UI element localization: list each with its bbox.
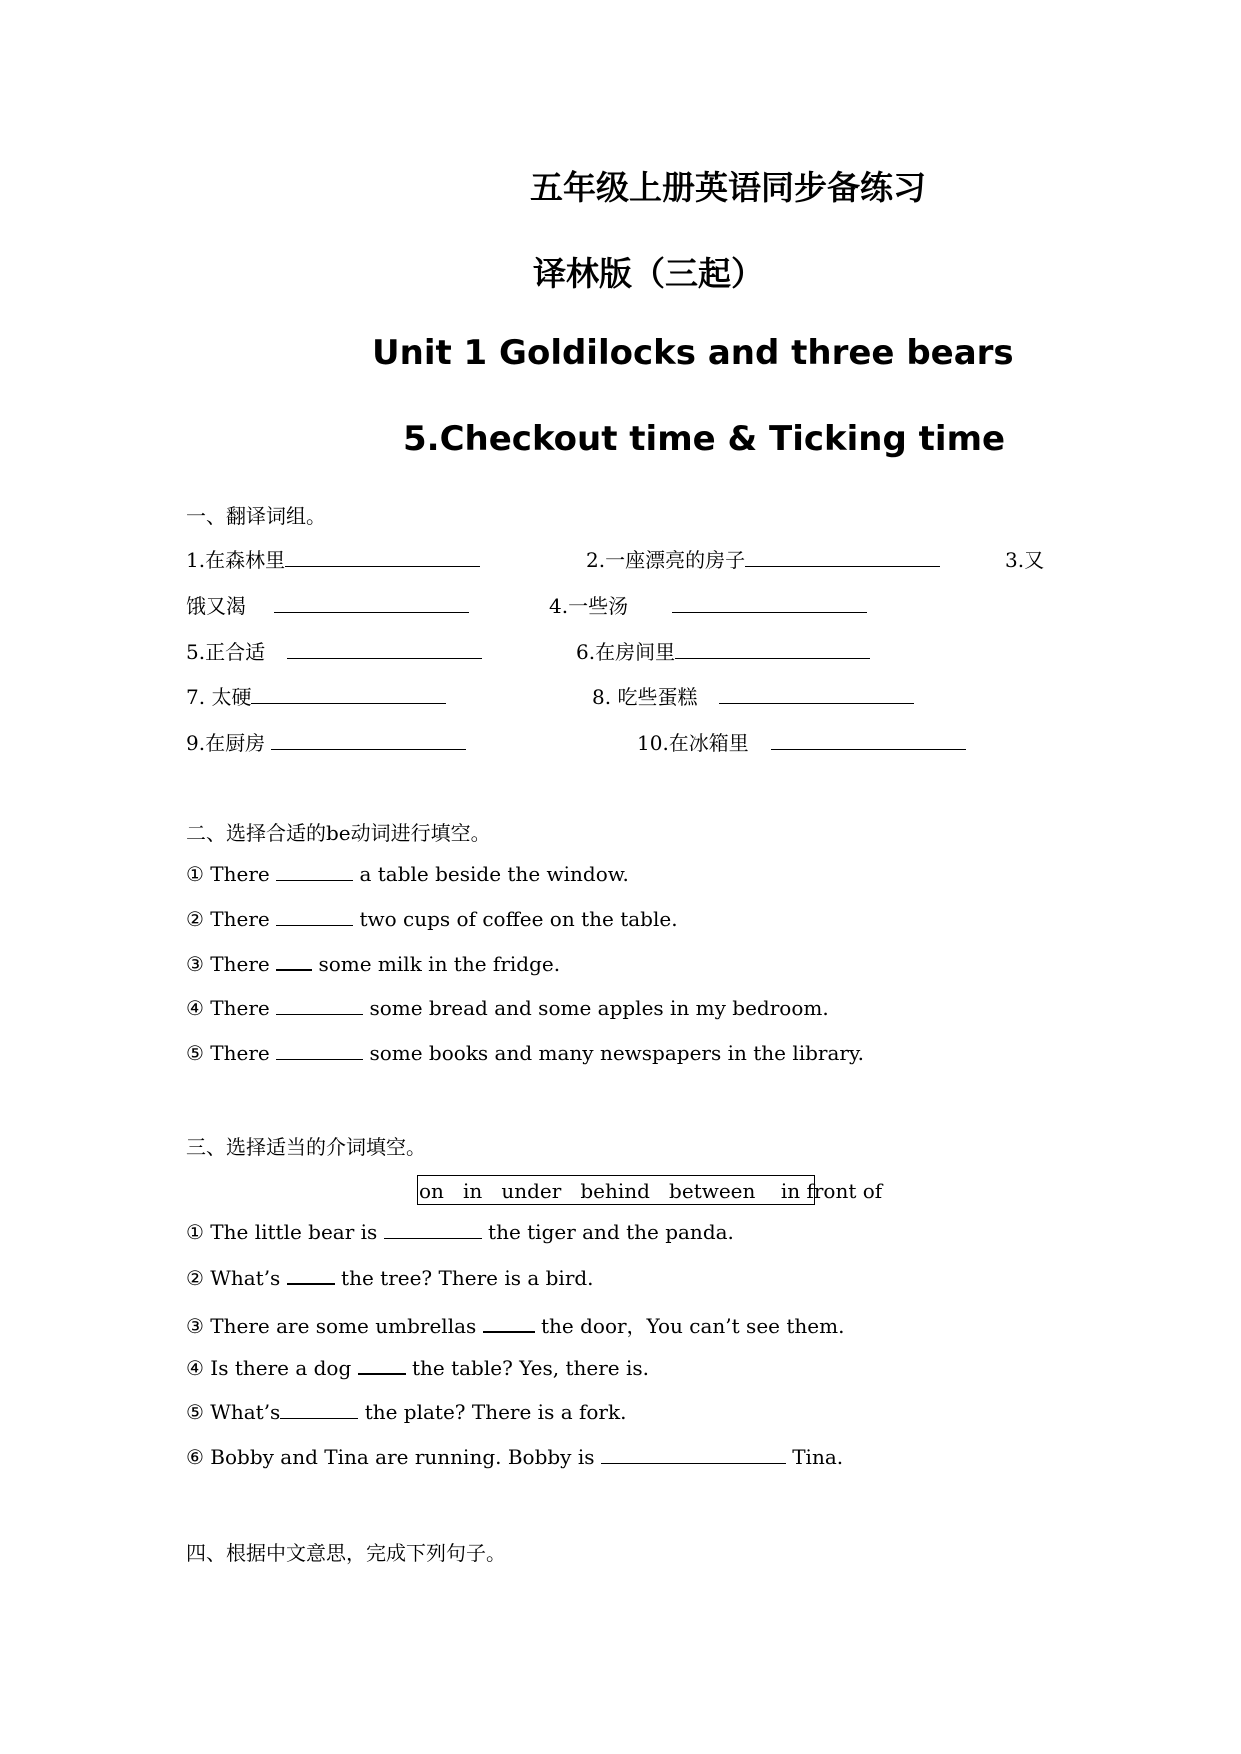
row-text-before: Bobby and Tina are running. Bobby is <box>210 1445 595 1469</box>
row-text-before: There <box>210 996 270 1020</box>
answer-blank[interactable] <box>271 731 466 750</box>
answer-blank[interactable] <box>771 731 966 750</box>
item-10 <box>637 727 966 756</box>
item-1 <box>186 544 480 573</box>
prep-row-3 <box>186 1310 844 1339</box>
section1-heading: 一、翻译词组。 <box>186 504 326 528</box>
row-text-after: the door，You can’t see them. <box>541 1314 845 1338</box>
prep-row-2 <box>186 1265 594 1290</box>
row-text-before: The little bear is <box>210 1220 378 1244</box>
row-text-after: a table beside the window. <box>359 862 629 886</box>
prep-row-5 <box>186 1400 626 1424</box>
be-row-4 <box>186 996 829 1020</box>
item-number: ① <box>186 1220 204 1244</box>
answer-blank[interactable] <box>672 594 867 613</box>
item-4 <box>549 590 867 619</box>
row-text-after: some milk in the fridge. <box>318 952 561 976</box>
answer-blank[interactable] <box>280 1400 358 1419</box>
prep-row-1 <box>186 1220 734 1244</box>
row-text-after: Tina. <box>792 1445 844 1469</box>
answer-blank[interactable] <box>358 1355 406 1375</box>
item-number: ③ <box>186 1314 204 1338</box>
row-text-before: There <box>210 907 270 931</box>
answer-blank[interactable] <box>719 685 914 704</box>
item-number: ① <box>186 862 204 886</box>
answer-blank[interactable] <box>384 1220 482 1239</box>
row-text-before: Is there a dog <box>210 1356 352 1380</box>
word-bank: on in under behind between in front of <box>419 1179 883 1203</box>
item-number: ⑥ <box>186 1445 204 1469</box>
section3-heading: 三、选择适当的介词填空。 <box>186 1135 426 1159</box>
item-5 <box>186 636 482 665</box>
answer-blank[interactable] <box>276 1041 363 1060</box>
row-text-before: There <box>210 862 270 886</box>
item-5-label: 5.正合适 <box>186 640 266 664</box>
section2-heading: 二、选择合适的be动词进行填空。 <box>186 821 491 845</box>
row-text-before: There <box>210 952 270 976</box>
answer-blank[interactable] <box>601 1445 786 1464</box>
answer-blank[interactable] <box>276 996 363 1015</box>
be-row-1 <box>186 862 629 886</box>
be-row-3 <box>186 951 560 976</box>
prep-row-4 <box>186 1355 649 1380</box>
row-text-before: There <box>210 1041 270 1065</box>
answer-blank[interactable] <box>287 640 482 659</box>
answer-blank[interactable] <box>276 951 312 971</box>
item-8-label: 8. 吃些蛋糕 <box>592 685 698 709</box>
row-text-after: the table? Yes, there is. <box>411 1356 649 1380</box>
row-text-after: some books and many newspapers in the library. <box>369 1041 864 1065</box>
item-number: ⑤ <box>186 1041 204 1065</box>
row-text-after: two cups of coffee on the table. <box>359 907 678 931</box>
row-text-before: What’s <box>210 1266 281 1290</box>
row-text-after: the tiger and the panda. <box>488 1220 734 1244</box>
item-number: ② <box>186 1266 204 1290</box>
row-text-after: some bread and some apples in my bedroom. <box>369 996 829 1020</box>
document-title: 五年级上册英语同步备练习 <box>530 168 926 207</box>
answer-blank[interactable] <box>483 1313 535 1333</box>
item-1-label: 1.在森林里 <box>186 548 286 572</box>
item-3-label-end: 饿又渴 <box>186 594 246 618</box>
item-2-label: 2.一座漂亮的房子 <box>586 548 746 572</box>
row-text-before: What’s <box>210 1400 281 1424</box>
item-4-label: 4.一些汤 <box>549 594 629 618</box>
item-9-label: 9.在厨房 <box>186 731 266 755</box>
row-text-after: the tree? There is a bird. <box>341 1266 594 1290</box>
word-bank-box <box>417 1175 883 1205</box>
be-row-2 <box>186 907 678 931</box>
lesson-title: 5.Checkout time & Ticking time <box>403 419 1006 459</box>
item-3-label-start: 3.又 <box>1005 548 1045 572</box>
item-number: ② <box>186 907 204 931</box>
item-number: ④ <box>186 1356 204 1380</box>
answer-blank[interactable] <box>251 685 446 704</box>
item-3 <box>186 590 469 619</box>
answer-blank[interactable] <box>287 1265 335 1285</box>
edition-label: 译林版（三起） <box>533 254 764 293</box>
answer-blank[interactable] <box>274 594 469 613</box>
item-7-label: 7. 太硬 <box>186 685 252 709</box>
item-6-label: 6.在房间里 <box>576 640 676 664</box>
row-text-before: There are some umbrellas <box>210 1314 477 1338</box>
unit-title: Unit 1 Goldilocks and three bears <box>372 333 1014 373</box>
item-number: ③ <box>186 952 204 976</box>
item-9 <box>186 727 466 756</box>
item-number: ⑤ <box>186 1400 204 1424</box>
row-text-after: the plate? There is a fork. <box>364 1400 627 1424</box>
item-7 <box>186 681 446 710</box>
answer-blank[interactable] <box>276 907 353 926</box>
item-6 <box>576 636 870 665</box>
answer-blank[interactable] <box>675 640 870 659</box>
answer-blank[interactable] <box>745 548 940 567</box>
prep-row-6 <box>186 1445 843 1469</box>
answer-blank[interactable] <box>285 548 480 567</box>
section4-heading: 四、根据中文意思，完成下列句子。 <box>186 1541 506 1565</box>
be-row-5 <box>186 1041 864 1065</box>
item-number: ④ <box>186 996 204 1020</box>
item-2 <box>586 544 940 573</box>
item-8 <box>592 681 914 710</box>
answer-blank[interactable] <box>276 862 353 881</box>
item-10-label: 10.在冰箱里 <box>637 731 749 755</box>
